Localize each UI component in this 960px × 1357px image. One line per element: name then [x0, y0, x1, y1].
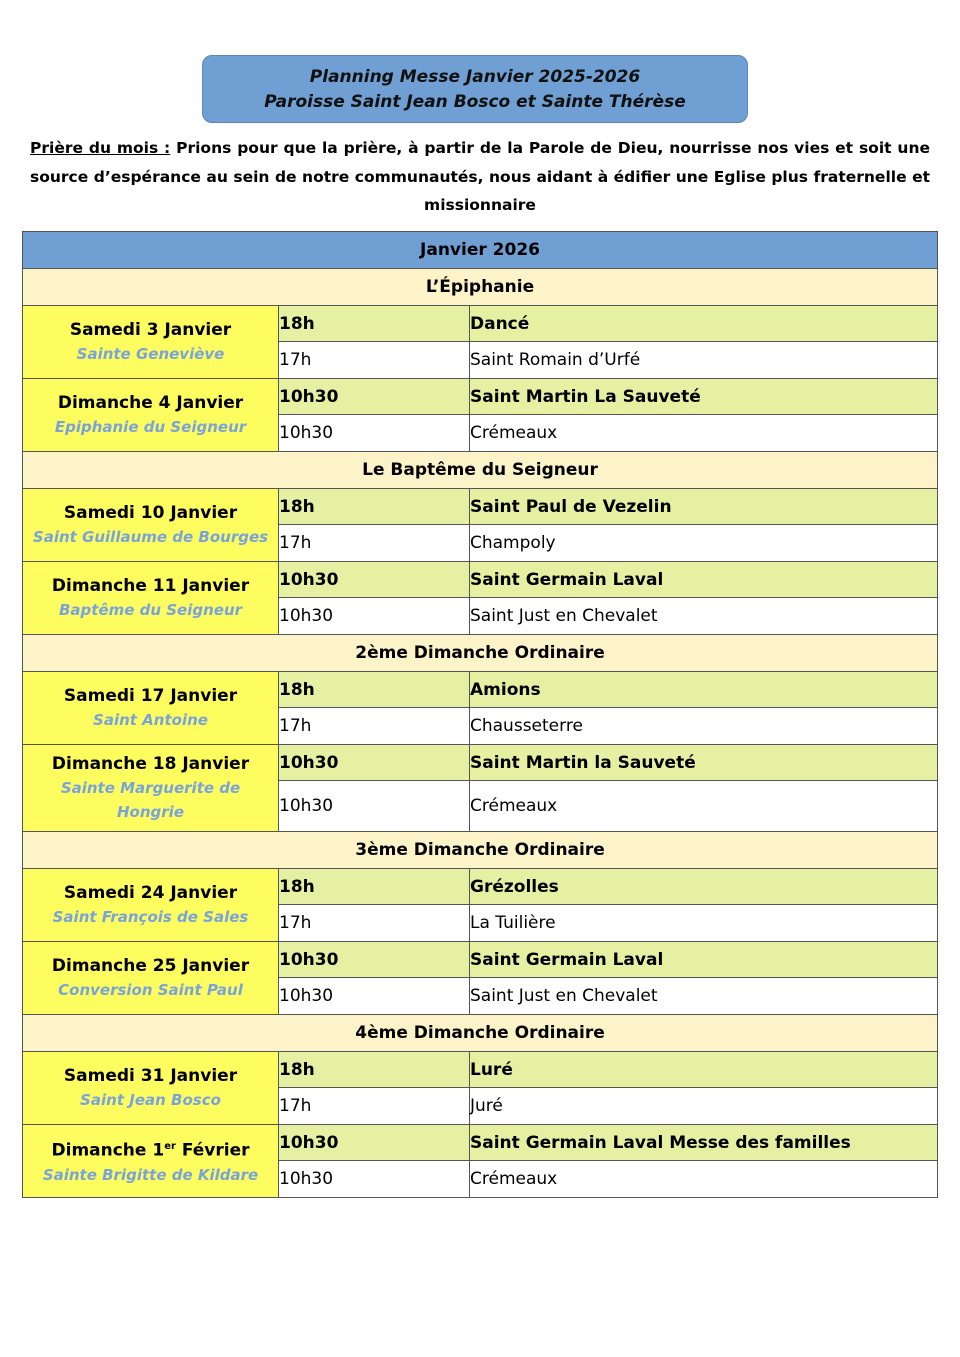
- day-cell: [23, 745, 279, 832]
- mass-place: Saint Germain Laval: [470, 562, 938, 598]
- day-cell: [23, 306, 279, 379]
- day-name: Dimanche 25 Janvier: [51, 956, 250, 976]
- day-name: Dimanche 4 Janvier: [57, 393, 244, 413]
- saint-of-day: Saint Jean Bosco: [80, 1091, 221, 1109]
- mass-time: 10h30: [279, 598, 470, 635]
- mass-time: 10h30: [279, 379, 470, 415]
- mass-place: Luré: [470, 1052, 938, 1088]
- mass-time: 10h30: [279, 562, 470, 598]
- mass-time: 10h30: [279, 415, 470, 452]
- mass-time: 10h30: [279, 1125, 470, 1161]
- mass-place: Crémeaux: [470, 781, 938, 832]
- saint-of-day: Sainte Marguerite de Hongrie: [60, 779, 241, 821]
- day-cell: [23, 489, 279, 562]
- feast-header: L’Épiphanie: [23, 269, 938, 306]
- day-name: Samedi 24 Janvier: [63, 883, 238, 903]
- mass-place: Saint Martin La Sauveté: [470, 379, 938, 415]
- mass-time: 17h: [279, 342, 470, 379]
- mass-place: Chausseterre: [470, 708, 938, 745]
- mass-time: 17h: [279, 905, 470, 942]
- mass-time: 17h: [279, 525, 470, 562]
- mass-place: Saint Paul de Vezelin: [470, 489, 938, 525]
- mass-place: Saint Romain d’Urfé: [470, 342, 938, 379]
- saint-of-day: Saint Antoine: [93, 711, 208, 729]
- day-cell: [23, 562, 279, 635]
- saint-of-day: Saint Guillaume de Bourges: [32, 528, 269, 546]
- mass-place: Juré: [470, 1088, 938, 1125]
- mass-time: 18h: [279, 1052, 470, 1088]
- saint-of-day: Conversion Saint Paul: [58, 981, 243, 999]
- mass-place: Grézolles: [470, 869, 938, 905]
- mass-place: Saint Just en Chevalet: [470, 978, 938, 1015]
- saint-of-day: Epiphanie du Seigneur: [54, 418, 247, 436]
- mass-time: 10h30: [279, 745, 470, 781]
- day-name: Dimanche 18 Janvier: [51, 754, 250, 774]
- mass-place: Saint Germain Laval Messe des familles: [470, 1125, 938, 1161]
- day-name-suffix: Février: [175, 1140, 250, 1161]
- day-name-prefix: Dimanche 1: [51, 1140, 165, 1161]
- mass-place: Champoly: [470, 525, 938, 562]
- title-line-2: Paroisse Saint Jean Bosco et Sainte Thérèse: [264, 92, 686, 112]
- mass-place: Saint Martin la Sauveté: [470, 745, 938, 781]
- mass-time: 10h30: [279, 978, 470, 1015]
- day-name: Dimanche 11 Janvier: [51, 576, 250, 596]
- saint-of-day: Saint François de Sales: [52, 908, 249, 926]
- mass-schedule-table: [22, 231, 938, 1198]
- mass-time: 18h: [279, 489, 470, 525]
- title-line-1: Planning Messe Janvier 2025-2026: [309, 67, 641, 87]
- mass-place: Crémeaux: [470, 415, 938, 452]
- day-name: Samedi 10 Janvier: [63, 503, 238, 523]
- mass-time: 10h30: [279, 942, 470, 978]
- mass-place: Saint Just en Chevalet: [470, 598, 938, 635]
- day-name: [23, 1135, 278, 1163]
- saint-of-day: Sainte Brigitte de Kildare: [42, 1165, 259, 1184]
- feast-header: 2ème Dimanche Ordinaire: [23, 635, 938, 672]
- feast-header: 4ème Dimanche Ordinaire: [23, 1015, 938, 1052]
- mass-time: 10h30: [279, 1161, 470, 1198]
- day-cell: [23, 1125, 279, 1198]
- feast-header: 3ème Dimanche Ordinaire: [23, 832, 938, 869]
- day-name: Samedi 3 Janvier: [69, 320, 232, 340]
- mass-place: Dancé: [470, 306, 938, 342]
- day-cell: [23, 942, 279, 1015]
- day-name: Samedi 17 Janvier: [63, 686, 238, 706]
- mass-place: La Tuilière: [470, 905, 938, 942]
- day-name: Samedi 31 Janvier: [63, 1066, 238, 1086]
- saint-of-day: Sainte Geneviève: [76, 345, 225, 363]
- mass-place: Crémeaux: [470, 1161, 938, 1198]
- mass-time: 17h: [279, 708, 470, 745]
- mass-time: 18h: [279, 672, 470, 708]
- day-name-superscript: er: [164, 1141, 176, 1153]
- mass-time: 17h: [279, 1088, 470, 1125]
- title-box: [202, 55, 748, 123]
- day-cell: [23, 1052, 279, 1125]
- mass-time: 18h: [279, 869, 470, 905]
- day-cell: [23, 672, 279, 745]
- mass-time: 10h30: [279, 781, 470, 832]
- prayer-of-month: [30, 134, 930, 220]
- mass-time: 18h: [279, 306, 470, 342]
- mass-place: Saint Germain Laval: [470, 942, 938, 978]
- saint-of-day: Baptême du Seigneur: [58, 601, 243, 619]
- month-header: Janvier 2026: [23, 232, 938, 269]
- day-cell: [23, 379, 279, 452]
- prayer-label: Prière du mois :: [30, 139, 171, 157]
- feast-header: Le Baptême du Seigneur: [23, 452, 938, 489]
- prayer-text: Prions pour que la prière, à partir de la Parole de Dieu, nourrisse nos vies et soit une source d’espérance au sein de notre communautés, nous aidant à édifier une Eglise plus fraternelle et missionnaire: [30, 139, 930, 214]
- mass-place: Amions: [470, 672, 938, 708]
- day-cell: [23, 869, 279, 942]
